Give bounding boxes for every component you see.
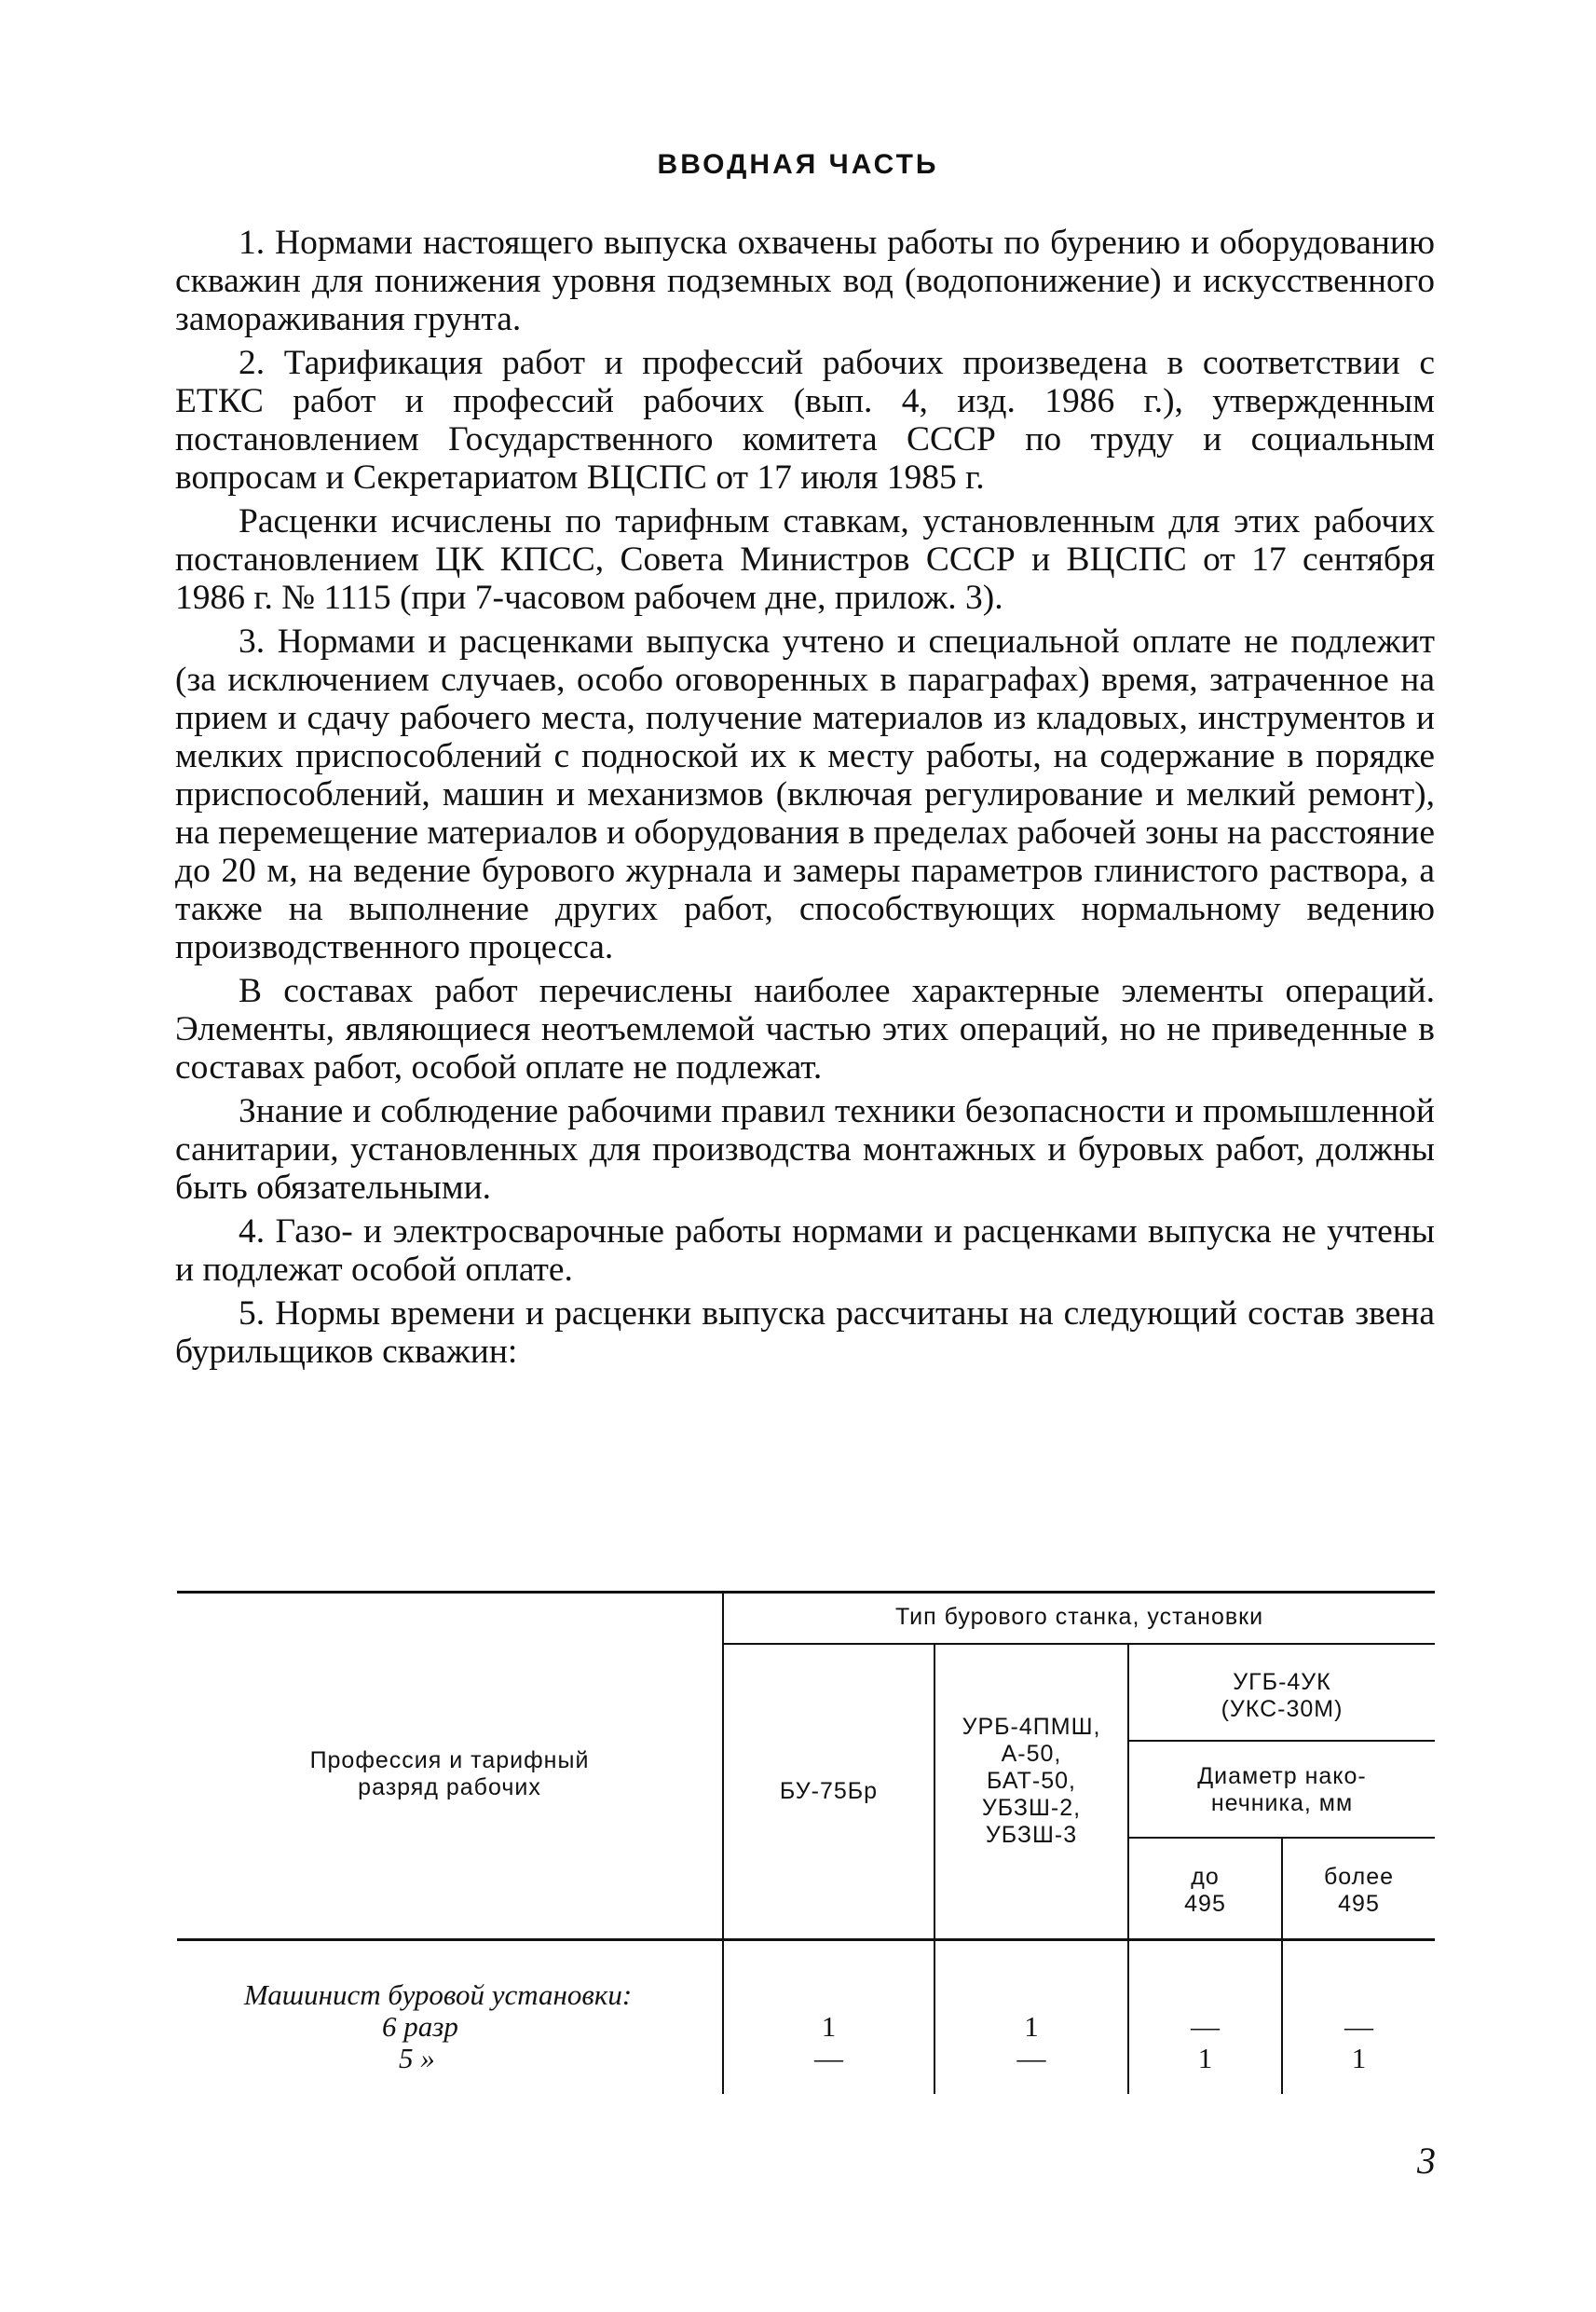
upto-header-line: до: [1191, 1864, 1220, 1890]
urb-header-line: УБЗШ-2,: [981, 1795, 1082, 1821]
ugb-header-line: (УКС-30М): [1221, 1696, 1344, 1722]
urb-header: [935, 1714, 1127, 1849]
page-number: 3: [1417, 2140, 1436, 2182]
paragraph: 1. Нормами настоящего выпуска охвачены работы по бурению и оборудованию скважин для понижения уровня подземных вод (водопонижение) и искусственного замораживания грунта.: [175, 224, 1435, 338]
over-495-header: [1283, 1864, 1435, 1918]
table-header-bottom-rule: [177, 1938, 1435, 1941]
table-cell: —: [1016, 2042, 1046, 2074]
upto-header-line: 495: [1184, 1891, 1226, 1917]
crew-table: [177, 1591, 1435, 2094]
ugb-header-line: УГБ-4УК: [1233, 1669, 1331, 1695]
diameter-header-line: нечника, мм: [1210, 1790, 1354, 1816]
paragraph: 4. Газо- и электросварочные работы нормами и расценками выпуска не учтены и подлежат особой оплате.: [175, 1212, 1435, 1289]
diameter-header-line: Диаметр нако-: [1197, 1763, 1367, 1789]
paragraph: 5. Нормы времени и расценки выпуска рассчитаны на следующий состав звена бурильщиков скважин:: [175, 1294, 1435, 1371]
urb-header-line: УБЗШ-3: [985, 1822, 1078, 1848]
bu-header: БУ-75Бр: [779, 1778, 879, 1804]
machine-type-header: Тип бурового станка, установки: [894, 1604, 1264, 1630]
over-header-line: более: [1323, 1864, 1395, 1890]
urb-header-line: БАТ-50,: [987, 1768, 1076, 1794]
ugb-rule: [1127, 1740, 1435, 1742]
profession-title: Машинист буровой установки:: [243, 1978, 633, 2011]
profession-grade: 6 разр: [382, 2010, 458, 2043]
table-cell: 1: [1351, 2042, 1367, 2074]
group-header-rule: [722, 1643, 1435, 1645]
table-cell: —: [814, 2042, 843, 2074]
section-heading: ВВОДНАЯ ЧАСТЬ: [657, 149, 939, 180]
paragraph: 2. Тарификация работ и профессий рабочих произведена в соответствии с ЕТКС работ и профессий рабочих (вып. 4, изд. 1986 г.), утвержденным постановлением Государственного комитета СССР по труду и социальным вопросам и Секретариатом ВЦСПС от 17 июля 1985 г.: [175, 344, 1435, 497]
table-cell: 1: [1024, 2010, 1039, 2043]
urb-header-line: УРБ-4ПМШ,: [962, 1714, 1101, 1740]
diameter-header: [1129, 1763, 1435, 1817]
paragraph: Расценки исчислены по тарифным ставкам, установленным для этих рабочих постановлением ЦК КПСС, Совета Министров СССР и ВЦСПС от 17 сентября 1986 г. № 1115 (при 7-часовом рабочем дне, прилож. 3).: [175, 502, 1435, 617]
table-cell: 1: [821, 2010, 837, 2043]
paragraph: Знание и соблюдение рабочими правил техники безопасности и промышленной санитарии, установленных для производства монтажных и буровых работ, должны быть обязательными.: [175, 1092, 1435, 1207]
paragraph: В составах работ перечислены наиболее характерные элементы операций. Элементы, являющиеся неотъемлемой частью этих операций, но не приведенные в составах работ, особой оплате не подлежат.: [175, 972, 1435, 1087]
urb-header-line: А-50,: [1001, 1741, 1062, 1767]
profession-grade: 5 »: [399, 2042, 435, 2074]
paragraph: 3. Нормами и расценками выпуска учтено и специальной оплате не подлежит (за исключением случаев, особо оговоренных в параграфах) время, затраченное на прием и сдачу рабочего места, получение материалов из кладовых, инструментов и мелких приспособлений с подноской их к месту работы, на содержание в порядке приспособлений, машин и механизмов (включая регулирование и мелкий ремонт), на перемещение материалов и оборудования в пределах рабочей зоны на расстояние до 20 м, на ведение бурового журнала и замеры параметров глинистого раствора, а также на выполнение других работ, способствующих нормальному ведению производственного процесса.: [175, 622, 1435, 966]
ugb-header: [1129, 1669, 1435, 1723]
profession-cell: [177, 1979, 699, 2074]
over-header-line: 495: [1338, 1891, 1380, 1917]
profession-header-text: Профессия и тарифный разряд рабочих: [309, 1747, 590, 1800]
table-cell: 1: [1197, 2042, 1213, 2074]
body-text: [175, 224, 1435, 1376]
table-top-rule: [177, 1591, 1435, 1594]
profession-header: [177, 1747, 722, 1801]
table-cell: —: [1344, 2010, 1373, 2043]
table-cell: —: [1191, 2010, 1220, 2043]
upto-495-header: [1129, 1864, 1281, 1918]
